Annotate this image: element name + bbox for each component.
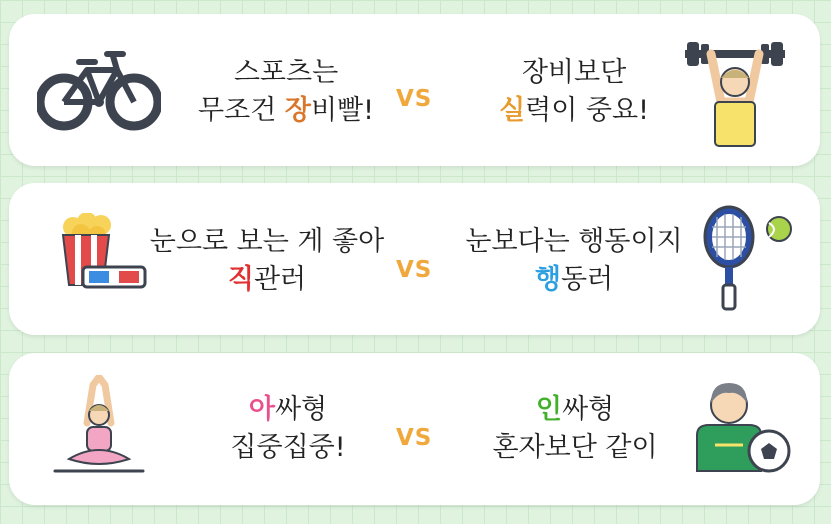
left-line1: 아싸형 [248,394,328,425]
right-text-block [475,391,675,467]
left-line2: 집중집중! [230,432,346,463]
yoga-meditation-icon [47,375,151,477]
bicycle-icon [37,42,161,132]
right-text-block [447,223,701,299]
right-highlight: 실 [499,95,526,126]
vs-label: VS [396,257,433,283]
left-text-block [131,223,403,299]
right-text-block [459,54,689,130]
weightlifter-icon [681,40,789,150]
comparison-card-viewing [9,183,820,335]
left-highlight: 아 [248,394,275,425]
tennis-racket-ball-icon [697,201,797,313]
left-line1: 스포츠는 [233,57,339,88]
left-line2: 무조건 장비빨! [198,95,374,126]
comparison-card-personality [9,353,820,505]
right-line2: 행동러 [534,264,614,295]
left-highlight: 직 [227,264,254,295]
right-line2: 혼자보단 같이 [492,432,658,463]
right-line2: 실력이 중요! [499,95,649,126]
vs-label: VS [396,86,433,112]
right-highlight: 행 [534,264,561,295]
right-line1: 인싸형 [535,394,615,425]
left-line2: 직관러 [227,264,307,295]
left-highlight: 장 [284,95,311,126]
comparison-card-equipment [9,14,820,166]
right-highlight: 인 [535,394,562,425]
soccer-player-icon [689,375,793,477]
left-text-block [171,54,401,130]
right-line1: 장비보단 [521,57,627,88]
vs-label: VS [396,425,433,451]
left-line1: 눈으로 보는 게 좋아 [149,226,385,257]
right-line1: 눈보다는 행동이지 [465,226,683,257]
left-text-block [203,391,373,467]
